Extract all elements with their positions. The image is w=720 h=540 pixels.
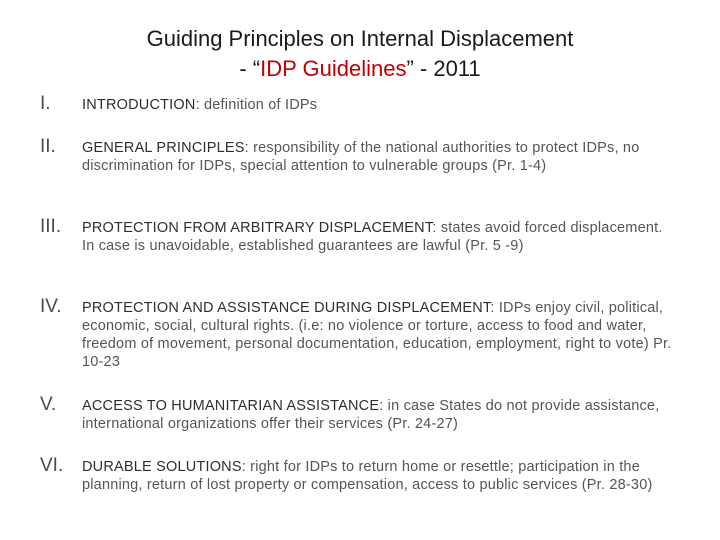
item-body: : in case States do not provide assistance, international organizations offer their services (Pr. 24-27)	[82, 398, 660, 432]
item-heading: ACCESS TO HUMANITARIAN ASSISTANCE	[82, 398, 380, 414]
item-body: : responsibility of the national authorities to protect IDPs, no discrimination for IDPs, special attention to vulnerable groups (Pr. 1-4)	[82, 140, 640, 174]
roman-numeral: III.	[40, 216, 62, 237]
title-line-1: Guiding Principles on Internal Displacement	[146, 26, 574, 51]
title-highlight: IDP Guidelines	[260, 56, 407, 81]
item-text	[82, 96, 672, 114]
item-body: : IDPs enjoy civil, political, economic, social, cultural rights. (i.e: no violence or torture, access to food and water, freedom of movement, personal documentation, education, employment, right to vote) Pr. 10-23	[82, 300, 672, 370]
item-text	[82, 219, 672, 255]
item-heading: GENERAL PRINCIPLES	[82, 140, 245, 156]
item-body: : right for IDPs to return home or resettle; participation in the planning, return of lost property or compensation, access to public services (Pr. 28-30)	[82, 459, 653, 493]
title-line-2-suffix: ” - 2011	[406, 56, 481, 81]
item-heading: PROTECTION AND ASSISTANCE DURING DISPLACEMENT	[82, 300, 491, 316]
roman-numeral: VI.	[40, 455, 64, 476]
item-heading: PROTECTION FROM ARBITRARY DISPLACEMENT	[82, 220, 433, 236]
item-heading: INTRODUCTION	[82, 97, 196, 113]
item-text	[82, 139, 672, 175]
slide-title	[60, 24, 660, 84]
roman-numeral: II.	[40, 136, 56, 157]
item-text	[82, 299, 672, 371]
roman-numeral: V.	[40, 394, 57, 415]
item-text	[82, 458, 672, 494]
roman-numeral: IV.	[40, 296, 62, 317]
title-line-2	[60, 54, 660, 84]
item-body: : definition of IDPs	[195, 97, 318, 113]
item-body: : states avoid forced displacement. In case is unavoidable, established guarantees are lawful (Pr. 5 -9)	[82, 220, 663, 254]
item-heading: DURABLE SOLUTIONS	[82, 459, 242, 475]
roman-numeral: I.	[40, 93, 51, 114]
item-text	[82, 397, 672, 433]
title-line-2-prefix: - “	[239, 56, 261, 81]
